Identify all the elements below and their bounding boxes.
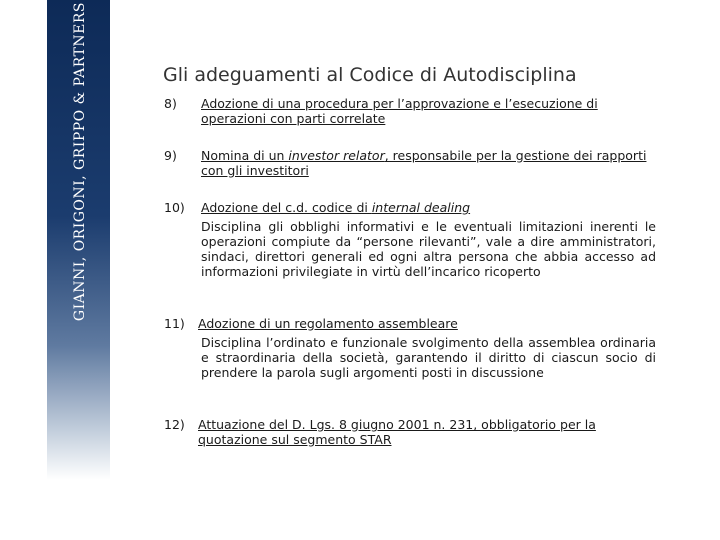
item-number: 12) xyxy=(164,417,185,432)
item-heading: Nomina di un investor relator, responsabile per la gestione dei rapporti con gli investitori xyxy=(201,148,647,178)
item-heading: Adozione di una procedura per l’approvazione e l’esecuzione di operazioni con parti correlate xyxy=(201,96,598,126)
brand-name: GIANNI, ORIGONI, GRIPPO & PARTNERS xyxy=(72,2,88,322)
item-heading: Adozione di un regolamento assembleare xyxy=(198,316,458,331)
item-heading: Attuazione del D. Lgs. 8 giugno 2001 n. 231, obbligatorio per la quotazione sul segmento STAR xyxy=(198,417,596,447)
page-title: Gli adeguamenti al Codice di Autodisciplina xyxy=(163,64,577,86)
item-number: 9) xyxy=(164,148,177,163)
item-number: 10) xyxy=(164,200,185,215)
item-number: 11) xyxy=(164,316,185,331)
brand-logo xyxy=(66,2,94,322)
item-heading: Adozione del c.d. codice di internal dealing xyxy=(201,200,471,215)
item-number: 8) xyxy=(164,96,177,111)
item-description: Disciplina gli obblighi informativi e le eventuali limitazioni inerenti le operazioni compiute da “persone rilevanti”, vale a dire amministratori, sindaci, direttori generali ed ogni altra persona che abbia accesso ad informazioni privilegiate in virtù dell’incarico ricoperto xyxy=(201,219,656,279)
item-description: Disciplina l’ordinato e funzionale svolgimento della assemblea ordinaria e straordinaria della società, garantendo il diritto di ciascun socio di prendere la parola sugli argomenti posti in discussione xyxy=(201,335,656,380)
